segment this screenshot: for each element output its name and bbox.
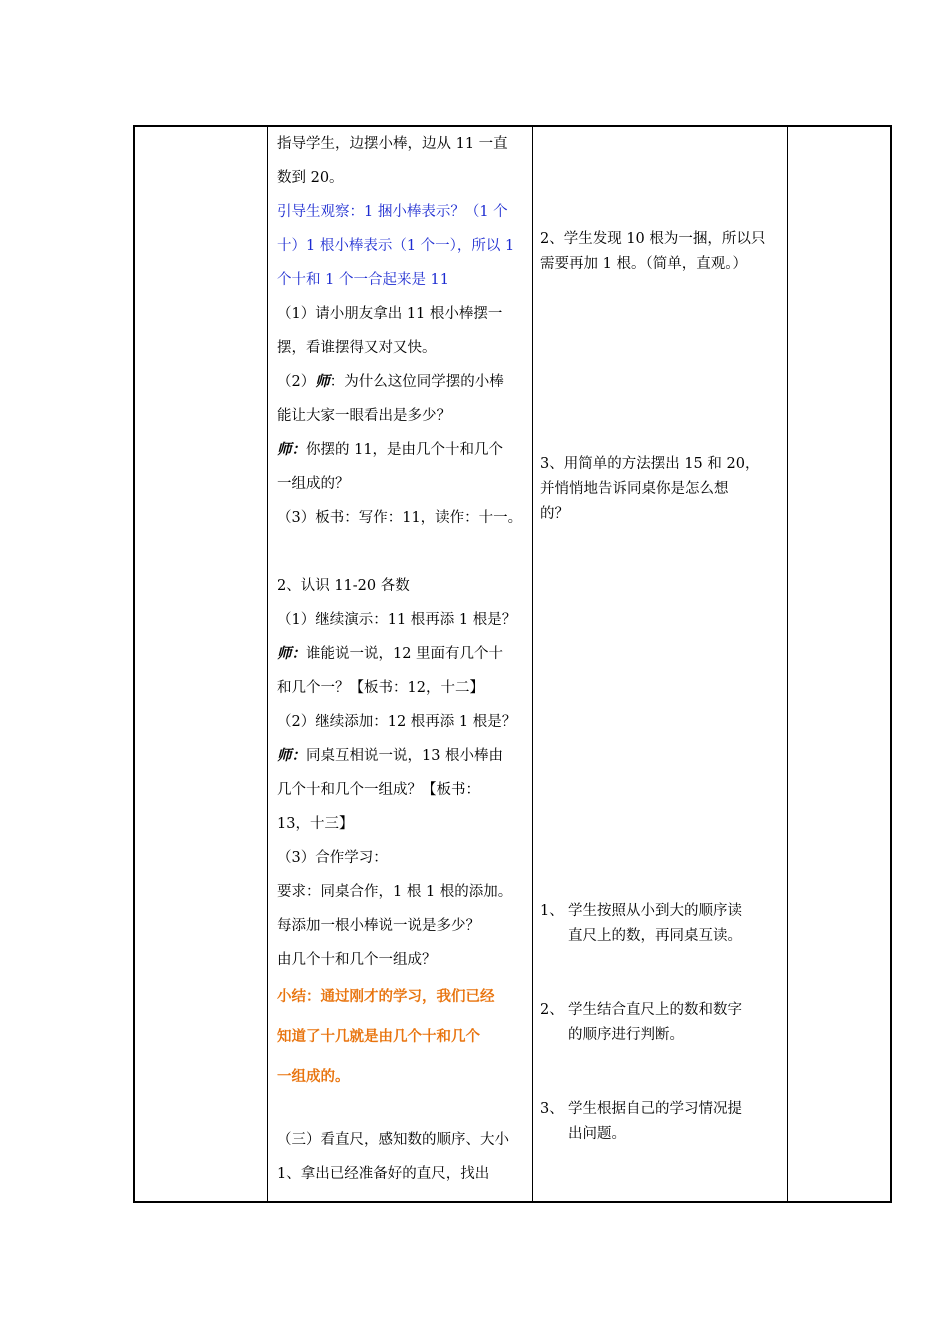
student-item <box>540 998 784 1048</box>
text-line: 的？ <box>540 506 569 522</box>
step-text: ：为什么这位同学摆的小棒 <box>329 374 504 390</box>
text-line: （3）板书：写作：11，读作：十一。 <box>277 510 523 526</box>
item-number: 1、 <box>540 903 564 919</box>
column-divider <box>267 127 268 1201</box>
guide-line: 十）1 根小棒表示（1 个一），所以 1 <box>277 238 515 254</box>
text-line: 指导学生，边摆小棒，边从 11 一直 <box>277 136 508 152</box>
guide-line: 个十和 1 个一合起来是 11 <box>277 272 450 288</box>
summary-line: 小结：通过刚才的学习，我们已经 <box>277 988 495 1005</box>
text-line: 数到 20。 <box>277 170 344 186</box>
text-line: 摆，看谁摆得又对又快。 <box>277 340 437 356</box>
section-heading: 2、认识 11-20 各数 <box>277 578 410 594</box>
text-line: 2、学生发现 10 根为一捆，所以只 <box>540 231 766 247</box>
item-text: 学生结合直尺上的数和数字 <box>568 1002 742 1018</box>
spacer <box>277 535 523 569</box>
text-line <box>540 899 784 924</box>
teacher-label: 师： <box>277 645 306 662</box>
item-text: 学生按照从小到大的顺序读 <box>568 903 742 919</box>
text-line: 的顺序进行判断。 <box>568 1027 684 1043</box>
text-line: 需要再加 1 根。（简单，直观。） <box>540 256 747 272</box>
item-number: 3、 <box>540 1101 564 1117</box>
step-text: 你摆的 11，是由几个十和几个 <box>306 442 504 458</box>
step-number: （2） <box>277 374 316 390</box>
text-line <box>540 998 784 1023</box>
teacher-label: 师： <box>277 441 306 458</box>
lesson-table <box>133 125 892 1203</box>
text-line: 出问题。 <box>568 1126 626 1142</box>
text-line: 几个十和几个一组成？【板书： <box>277 782 480 798</box>
student-item <box>540 452 784 527</box>
text-line: 由几个十和几个一组成？ <box>277 952 437 968</box>
text-line <box>540 1097 784 1122</box>
student-item <box>540 899 784 949</box>
student-item <box>540 227 784 277</box>
text-line: 能让大家一眼看出是多少？ <box>277 408 451 424</box>
spacer <box>277 1097 523 1123</box>
column-divider <box>787 127 788 1201</box>
step-text: 同桌互相说一说，13 根小棒由 <box>306 748 504 764</box>
teacher-label: 师： <box>277 747 306 764</box>
text-line <box>277 365 523 399</box>
text-line <box>277 637 523 671</box>
teacher-label: 师 <box>315 373 330 390</box>
text-line: 直尺上的数，再同桌互读。 <box>568 928 742 944</box>
text-line: 每添加一根小棒说一说是多少？ <box>277 918 480 934</box>
text-line: 13，十三】 <box>277 816 354 832</box>
section-heading: （三）看直尺，感知数的顺序、大小 <box>277 1132 509 1148</box>
text-line: （1）请小朋友拿出 11 根小棒摆一 <box>277 306 503 322</box>
item-text: 学生根据自己的学习情况提 <box>568 1101 742 1117</box>
text-line: 要求：同桌合作，1 根 1 根的添加。 <box>277 884 513 900</box>
text-line <box>277 433 523 467</box>
item-number: 2、 <box>540 1002 564 1018</box>
student-item <box>540 1097 784 1147</box>
text-line: （1）继续演示：11 根再添 1 根是？ <box>277 612 517 628</box>
text-line: 一组成的？ <box>277 476 350 492</box>
summary-line: 知道了十几就是由几个十和几个 <box>277 1028 480 1045</box>
step-text: 谁能说一说，12 里面有几个十 <box>306 646 504 662</box>
guide-line: 引导生观察：1 捆小棒表示？（1 个 <box>277 204 508 220</box>
column-divider <box>532 127 533 1201</box>
text-line: （3）合作学习： <box>277 850 388 866</box>
text-line: 1、拿出已经准备好的直尺，找出 <box>277 1166 490 1182</box>
teacher-activity-cell <box>277 127 523 1201</box>
text-line: 和几个一？【板书：12，十二】 <box>277 680 484 696</box>
text-line: 并悄悄地告诉同桌你是怎么想 <box>540 481 729 497</box>
summary-line: 一组成的。 <box>277 1068 350 1085</box>
text-line: （2）继续添加：12 根再添 1 根是？ <box>277 714 517 730</box>
text-line <box>277 739 523 773</box>
student-activity-cell <box>540 127 784 1201</box>
text-line: 3、用简单的方法摆出 15 和 20， <box>540 456 760 472</box>
